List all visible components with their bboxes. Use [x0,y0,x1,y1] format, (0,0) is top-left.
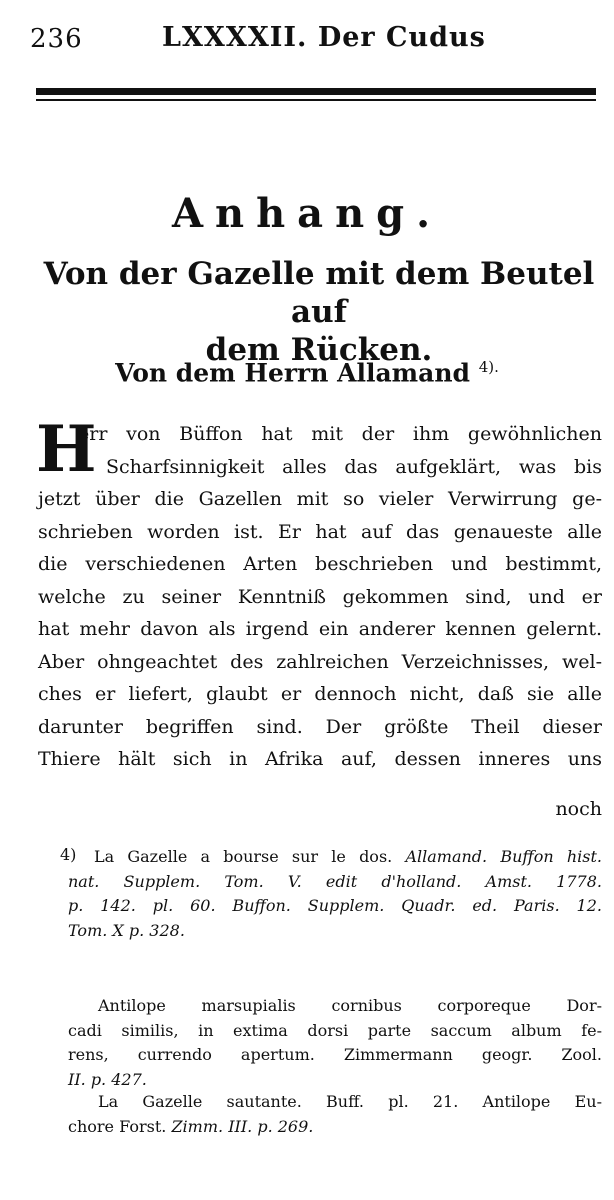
footnote-line: II. p. 427. [68,1069,147,1089]
section-heading: Anhang. [171,190,443,237]
footnote-2 [68,994,602,1092]
footnote-citation: Zimm. III. p. 269. [171,1116,314,1136]
body-line: Scharfsinnigkeit alles das aufgeklärt, was bis [106,455,602,478]
footnote-line [68,845,602,870]
section-subtitle [36,255,602,369]
footnote-line: Antilope marsupialis cornibus corporeque Dor- [98,996,602,1015]
footnote-mark: 4) [60,845,77,864]
body-line: Thiere hält sich in Afrika auf, dessen inneres uns [38,748,602,770]
subtitle-line-2: dem Rücken. [205,332,433,368]
footnote-text: chore Forst. [68,1116,167,1136]
running-title: LXXXXII. Der Cudus [162,22,486,53]
footnote-line: nat. Supplem. Tom. V. edit d'holland. Amst. 1778. [68,871,602,891]
body-line: darunter begriffen sind. Der größte Theil dieser [38,715,602,738]
footnote-line: cadi similis, in extima dorsi parte saccum album fe- [68,1020,602,1040]
drop-capital: H [36,412,97,487]
subtitle-line-1: Von der Gazelle mit dem Beutel auf [43,256,595,330]
footnote-line: Tom. X p. 328. [68,920,185,940]
author-heading [0,358,614,387]
footnote-text: La Gazelle a bourse sur le dos. [94,847,393,866]
body-line: jetzt über die Gazellen mit so vieler Verwirrung ge- [38,488,602,510]
footnote-line: La Gazelle sautante. Buff. pl. 21. Antilope Eu- [98,1092,602,1111]
body-line: err von Büffon hat mit der ihm gewöhnlichen [78,423,602,445]
author-name: Von dem Herrn Allamand [115,358,470,388]
body-line: Aber ohngeachtet des zahlreichen Verzeichnisses, wel- [38,650,602,673]
body-line: schrieben worden ist. Er hat auf das genaueste alle [38,520,602,543]
header-rule-thick [36,88,596,95]
page-number: 236 [30,24,83,54]
footnote-citation: Allamand. Buffon hist. [405,847,603,866]
header-rule-thin [36,99,596,101]
running-header [30,18,590,58]
footnote-reference: 4). [478,358,499,376]
body-text [36,412,602,776]
body-line: ches er liefert, glaubt er dennoch nicht, daß sie alle [38,683,602,705]
footnote-1 [60,845,603,943]
body-line: hat mehr davon als irgend ein anderer kennen gelernt. [38,618,602,640]
body-line: welche zu seiner Kenntniß gekommen sind, und er [38,585,602,608]
footnote-line: p. 142. pl. 60. Buffon. Supplem. Quadr. ed. Paris. 12. [68,896,602,915]
catchword: noch [555,798,602,820]
footnote-3 [68,1090,602,1139]
body-line: die verschiedenen Arten beschrieben und bestimmt, [38,553,602,575]
footnote-line: rens, currendo apertum. Zimmermann geogr. Zool. [68,1045,602,1064]
footnote-line [68,1115,602,1140]
